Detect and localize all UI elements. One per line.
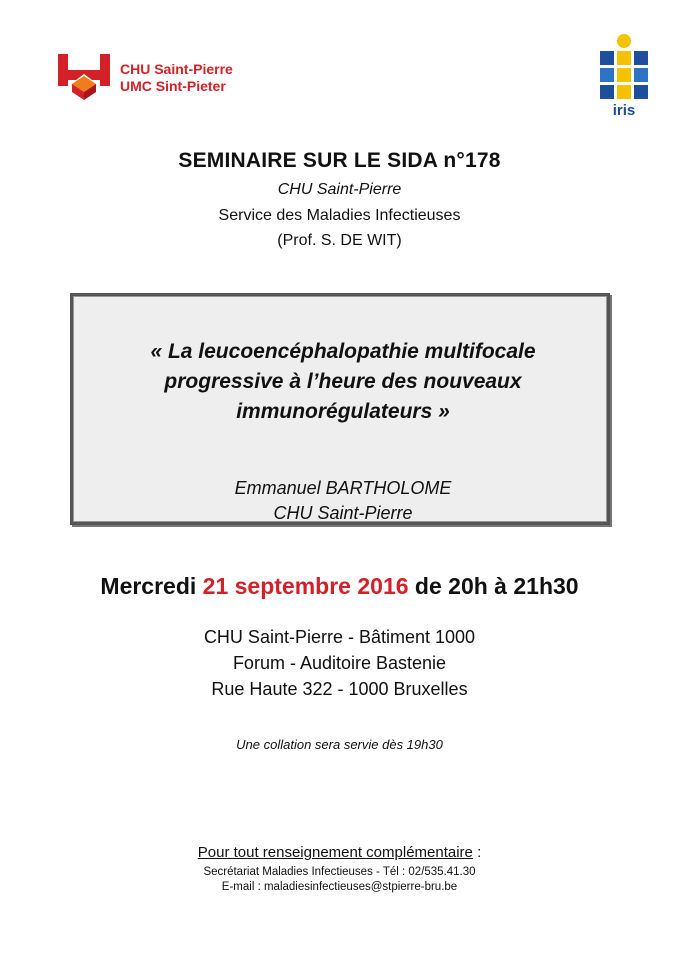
venue-line2: Forum - Auditoire Bastenie <box>232 653 447 673</box>
date-line <box>0 573 679 600</box>
talk-title-line2: progressive à l’heure des nouveaux <box>164 370 522 393</box>
chu-logo-line2: UMC Sint-Pieter <box>120 78 226 94</box>
talk-title <box>70 337 616 427</box>
date-weekday: Mercredi <box>100 573 197 599</box>
speaker-org: CHU Saint-Pierre <box>273 503 413 523</box>
seminar-title: SEMINAIRE SUR LE SIDA n°178 <box>178 149 501 172</box>
talk-title-line3: immunorégulateurs » <box>236 400 450 423</box>
seminar-org: CHU Saint-Pierre <box>277 181 402 198</box>
iris-logo <box>598 33 650 117</box>
seminar-professor: (Prof. S. DE WIT) <box>277 232 402 249</box>
speaker-name: Emmanuel BARTHOLOME <box>234 478 452 498</box>
collation-note: Une collation sera servie dès 19h30 <box>236 737 443 752</box>
venue-line3: Rue Haute 322 - 1000 Bruxelles <box>211 679 468 699</box>
chu-logo-line1: CHU Saint-Pierre <box>120 61 233 77</box>
contact-heading <box>0 844 679 861</box>
contact-heading-text: Pour tout renseignement complémentaire <box>197 844 473 861</box>
chu-logo-text <box>120 61 233 95</box>
contact-secretariat: Secrétariat Maladies Infectieuses - Tél : 02/535.41.30 <box>203 866 476 878</box>
iris-logo-text: iris <box>612 102 636 117</box>
contact-email: E-mail : maladiesinfectieuses@stpierre-bru.be <box>221 881 458 893</box>
talk-title-line1: « La leucoencéphalopathie multifocale <box>150 340 536 363</box>
contact-heading-suffix: : <box>472 844 482 861</box>
date-day: 21 septembre 2016 <box>202 573 409 599</box>
chu-saint-pierre-logo <box>56 52 112 102</box>
seminar-department: Service des Maladies Infectieuses <box>218 207 461 224</box>
venue-line1: CHU Saint-Pierre - Bâtiment 1000 <box>203 627 476 647</box>
date-time: de 20h à 21h30 <box>414 573 579 599</box>
